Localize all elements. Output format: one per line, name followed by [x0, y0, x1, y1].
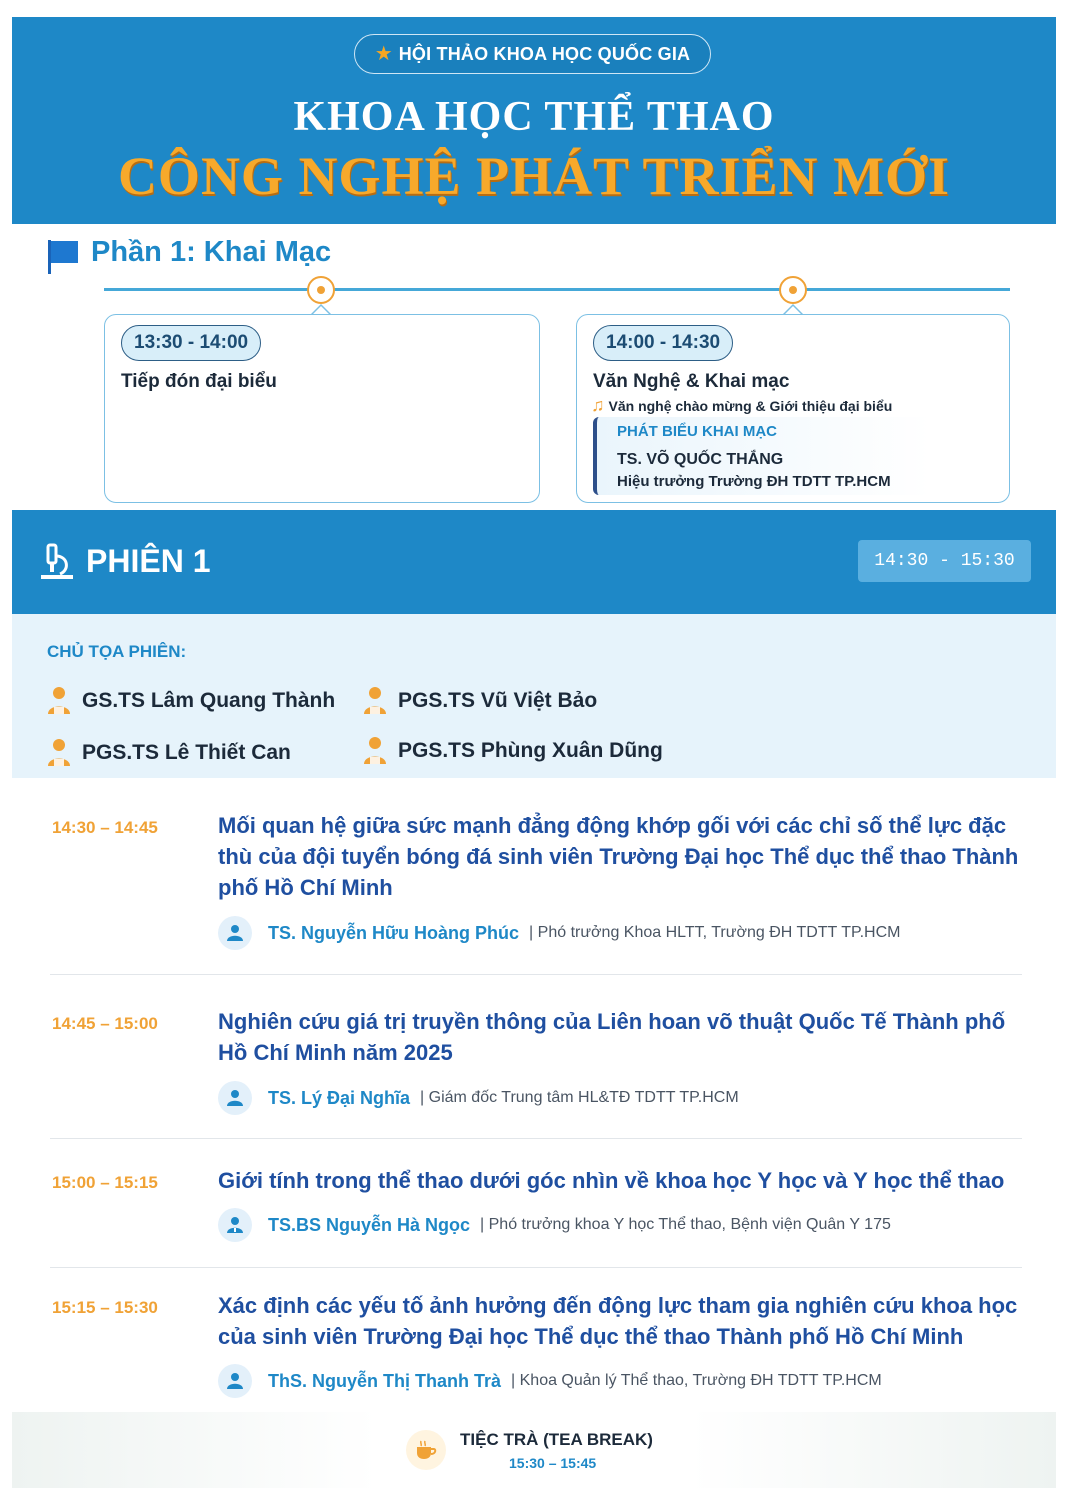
timeline-dot: [779, 276, 807, 304]
user-icon: [218, 916, 252, 950]
chair-name: GS.TS Lâm Quang Thành: [82, 689, 336, 712]
talk-title: Giới tính trong thể thao dưới góc nhìn về khoa học Y học và Y học thể thao: [218, 1168, 1005, 1193]
divider: [50, 1267, 1022, 1268]
author-name: TS. Lý Đại Nghĩa: [268, 1087, 411, 1108]
divider: [50, 974, 1022, 975]
user-icon: [218, 1364, 252, 1398]
card-time-badge: 14:00 - 14:30: [593, 325, 733, 361]
tea-break-label: TIỆC TRÀ (TEA BREAK): [460, 1430, 653, 1449]
talk-author: [218, 1364, 882, 1398]
author-name: ThS. Nguyễn Thị Thanh Trà: [268, 1370, 502, 1391]
chair-item: [46, 738, 291, 768]
talk-time: 14:45 – 15:00: [52, 1014, 158, 1033]
person-podium-icon: [46, 738, 72, 768]
microscope-icon: [38, 542, 76, 582]
session-header: [12, 510, 1056, 614]
header-banner: [12, 17, 1056, 224]
author-affiliation: | Giám đốc Trung tâm HL&TĐ TDTT TP.HCM: [420, 1089, 739, 1106]
talk-author: [218, 1081, 739, 1115]
talk-author: [218, 1208, 891, 1242]
session-title: PHIÊN 1: [86, 543, 211, 579]
author-affiliation: | Phó trưởng Khoa HLTT, Trường ĐH TDTT TP.HCM: [529, 924, 901, 941]
opening-speech-box: [593, 417, 989, 495]
event-type-pill: [354, 34, 711, 74]
doctor-icon: [218, 1208, 252, 1242]
user-icon: [218, 1081, 252, 1115]
author-name: TS.BS Nguyễn Hà Ngọc: [268, 1214, 471, 1235]
chair-item: [46, 686, 335, 716]
divider: [50, 1138, 1022, 1139]
session-time-badge: 14:30 - 15:30: [858, 540, 1031, 582]
talk-time: 15:00 – 15:15: [52, 1173, 158, 1192]
tea-break: [12, 1412, 1056, 1488]
chair-name: PGS.TS Vũ Việt Bảo: [398, 689, 598, 712]
music-note-icon: ♫: [591, 395, 605, 415]
tea-break-time: 15:30 – 15:45: [509, 1455, 597, 1471]
card-time-badge: 13:30 - 14:00: [121, 325, 261, 361]
author-affiliation: | Phó trưởng khoa Y học Thể thao, Bệnh viện Quân Y 175: [480, 1216, 891, 1233]
talk-time: 15:15 – 15:30: [52, 1298, 158, 1317]
star-icon: ★: [374, 43, 393, 65]
part1-title: Phần 1: Khai Mạc: [91, 236, 332, 268]
talk-title: Mối quan hệ giữa sức mạnh đẳng động khớp gối với các chỉ số thể lực đặc thù của đội tuyển bóng đá sinh viên Trường Đại học Thể dục thể thao Thành phố Hồ Chí Minh: [218, 813, 1019, 900]
card-title: Tiếp đón đại biểu: [121, 371, 277, 392]
event-title-line1: KHOA HỌC THỂ THAO: [293, 94, 775, 140]
author-affiliation: | Khoa Quản lý Thể thao, Trường ĐH TDTT TP.HCM: [511, 1372, 882, 1389]
event-type-label: HỘI THẢO KHOA HỌC QUỐC GIA: [398, 43, 691, 64]
card-subtitle-text: Văn nghệ chào mừng & Giới thiệu đại biểu: [608, 397, 893, 414]
agenda-card-welcome: [104, 314, 540, 503]
agenda-card-opening: [576, 314, 1010, 503]
timeline-dot: [307, 276, 335, 304]
chair-item: [362, 736, 663, 766]
card-subtitle: [591, 395, 892, 416]
chair-item: [362, 686, 597, 716]
session-chairs: [12, 614, 1056, 778]
author-name: TS. Nguyễn Hữu Hoàng Phúc: [268, 922, 520, 943]
talk-author: [218, 916, 900, 950]
speech-label: PHÁT BIỂU KHAI MẠC: [617, 423, 777, 440]
talk-time: 14:30 – 14:45: [52, 818, 158, 837]
person-podium-icon: [362, 686, 388, 716]
speaker-role: Hiệu trưởng Trường ĐH TDTT TP.HCM: [617, 473, 891, 490]
timeline-line: [104, 288, 1010, 291]
speaker-name: TS. VÕ QUỐC THẮNG: [617, 451, 784, 468]
talk-title: Xác định các yếu tố ảnh hưởng đến động lực tham gia nghiên cứu khoa học của sinh viên Trường Đại học Thể dục thể thao Thành phố Hồ Chí Minh: [218, 1293, 1018, 1349]
chair-name: PGS.TS Lê Thiết Can: [82, 741, 291, 764]
person-podium-icon: [46, 686, 72, 716]
person-podium-icon: [362, 736, 388, 766]
chairs-label: CHỦ TỌA PHIÊN:: [47, 642, 187, 661]
talk-list: [12, 778, 1056, 1412]
chair-name: PGS.TS Phùng Xuân Dũng: [398, 739, 663, 762]
coffee-cup-icon: [406, 1430, 446, 1470]
event-title-line2: CÔNG NGHỆ PHÁT TRIỂN MỚI: [117, 146, 951, 206]
card-title: Văn Nghệ & Khai mạc: [593, 371, 790, 392]
talk-title: Nghiên cứu giá trị truyền thông của Liên hoan võ thuật Quốc Tế Thành phố Hồ Chí Minh năm 2025: [218, 1009, 1006, 1065]
flag-icon: [46, 238, 80, 276]
